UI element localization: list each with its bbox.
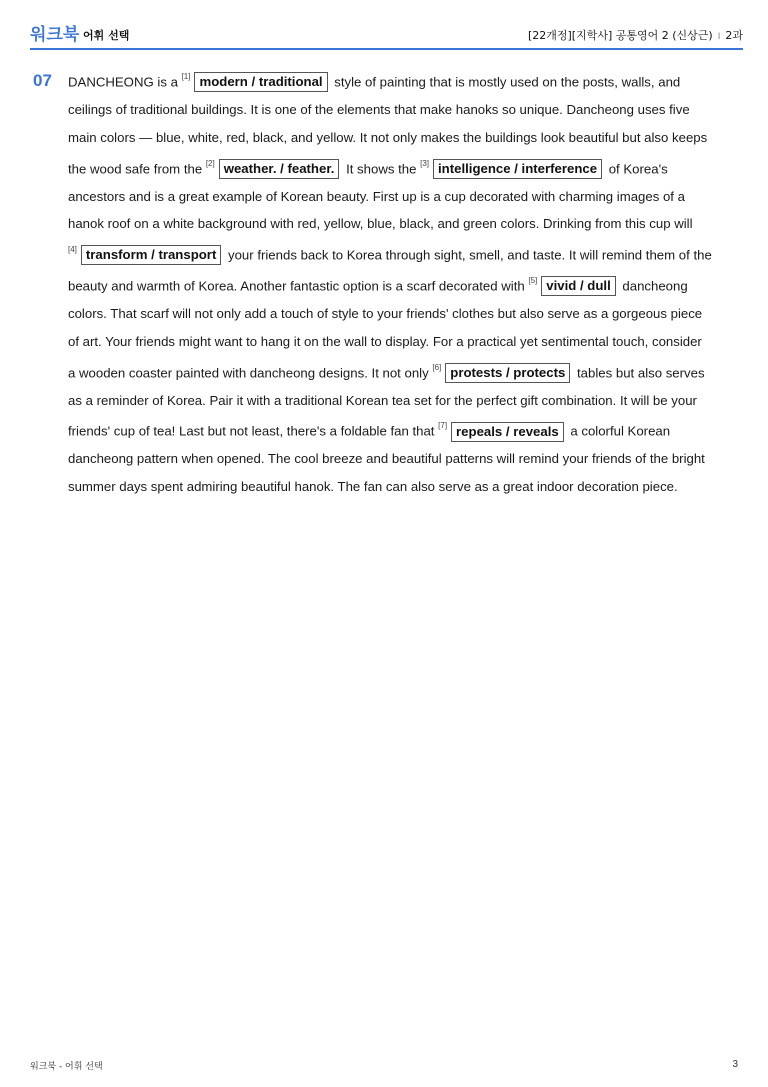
passage-line	[68, 152, 740, 183]
blank-number: [6]	[432, 362, 442, 372]
passage-text: tables but also serves	[573, 364, 705, 380]
passage-line	[68, 473, 740, 501]
page-header	[30, 18, 743, 50]
blank-number: [2]	[205, 158, 215, 168]
footer-label: 워크북 - 어휘 선택	[30, 1062, 103, 1072]
vocab-choice-box[interactable]: transform / transport	[81, 245, 221, 265]
page-number: 3	[732, 1059, 738, 1070]
passage-line	[68, 65, 740, 96]
passage-text: as a reminder of Korea. Pair it with a traditional Korean tea set for the perfect gift combination. It will be your	[68, 392, 697, 408]
passage-text: beauty and warmth of Korea. Another fantastic option is a scarf decorated with	[68, 278, 529, 294]
passage-text: your friends back to Korea through sight, smell, and taste. It will remind them of the	[224, 247, 712, 263]
passage-text: dancheong pattern when opened. The cool breeze and beautiful patterns will remind your friends of the bright	[68, 451, 705, 467]
passage-line	[68, 300, 740, 328]
passage	[68, 65, 740, 501]
passage-text: summer days spent admiring beautiful hanok. The fan can also serve as a great indoor decoration piece.	[68, 479, 678, 495]
blank-number: [3]	[420, 158, 430, 168]
passage-text: colors. That scarf will not only add a touch of style to your friends' clothes but also serve as a gorgeous piece	[68, 306, 703, 322]
passage-line	[68, 328, 740, 356]
blank-number: [1]	[181, 72, 191, 81]
passage-text: the wood safe from the	[68, 160, 206, 176]
course-title: [22개정][지학사] 공통영어 2 (신상근)	[527, 29, 713, 42]
passage-text: DANCHEONG is a	[68, 74, 182, 90]
vocab-choice-box[interactable]: repeals / reveals	[451, 422, 564, 442]
passage-line	[68, 445, 740, 473]
section-subtitle: 어휘 선택	[83, 29, 130, 42]
blank-number: [5]	[528, 276, 538, 286]
passage-text: ceilings of traditional buildings. It is one of the elements that make hanoks so unique. Dancheong uses five	[68, 102, 690, 118]
blank-number: [4]	[68, 245, 77, 254]
brand-logo: 워크북	[30, 25, 80, 45]
blank-number: [7]	[438, 421, 448, 431]
passage-line	[68, 210, 740, 238]
vocab-choice-box[interactable]: protests / protects	[445, 363, 570, 383]
passage-text: a wooden coaster painted with dancheong designs. It not only	[68, 364, 433, 380]
vocab-choice-box[interactable]: modern / traditional	[194, 72, 327, 92]
passage-line	[68, 183, 740, 211]
vocab-choice-box[interactable]: vivid / dull	[541, 276, 615, 296]
passage-text: hanok roof on a white background with red, yellow, blue, black, and green colors. Drinking from this cup will	[68, 216, 693, 232]
passage-text: of Korea's	[605, 160, 668, 176]
passage-text: main colors — blue, white, red, black, and yellow. It not only makes the buildings look beautiful but also keeps	[68, 129, 708, 145]
passage-line	[68, 356, 740, 387]
passage-line	[68, 124, 740, 152]
header-separator: I	[717, 32, 721, 42]
passage-text: It shows the	[342, 160, 421, 176]
passage-text: friends' cup of tea! Last but not least, there's a foldable fan that	[68, 423, 439, 439]
course-info	[528, 27, 743, 43]
lesson-label: 2과	[725, 29, 743, 42]
passage-text: ancestors and is a great example of Korean beauty. First up is a cup decorated with charming images of a	[68, 188, 685, 204]
vocab-choice-box[interactable]: intelligence / interference	[433, 159, 602, 179]
passage-line	[68, 269, 740, 300]
passage-line	[68, 414, 740, 445]
passage-line	[68, 238, 740, 269]
passage-line	[68, 96, 740, 124]
question-number: 07	[33, 71, 52, 90]
vocab-choice-box[interactable]: weather. / feather.	[219, 159, 340, 179]
passage-text: of art. Your friends might want to hang it on the wall to display. For a practical yet sentimental touch, consider	[68, 333, 702, 349]
passage-line	[68, 387, 740, 415]
passage-text: dancheong	[618, 278, 688, 294]
passage-text: style of painting that is mostly used on the posts, walls, and	[330, 74, 681, 90]
passage-text: a colorful Korean	[566, 423, 671, 439]
